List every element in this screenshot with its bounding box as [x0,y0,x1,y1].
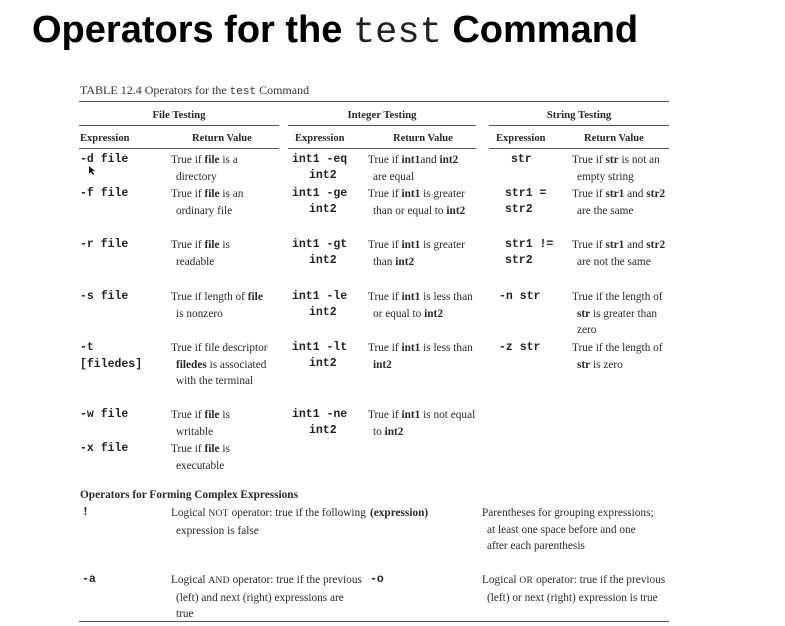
int-expr-line2: int2 [309,203,337,216]
header-rule-string [489,148,669,149]
complex-heading: Operators for Forming Complex Expressions [80,489,298,501]
file-expr: -r file [80,238,129,251]
complex-description: Parentheses for grouping expressions; at least one space before and one after each parenthesis [482,507,654,552]
slide-title [32,4,638,56]
str-return-value: True if str1 and str2 are not the same [572,239,666,268]
str-expr-line1: str1 != [505,238,554,251]
int-return-value: True if int1 is less than or equal to int2 [368,291,473,320]
int-expr-line1: int1 -eq [292,153,348,166]
str-expr: -z str [499,341,541,354]
group-header-file: File Testing [152,109,206,121]
complex-expr: ! [82,506,89,519]
table-caption [80,82,309,101]
int-expr-line1: int1 -ge [292,187,348,200]
int-expr-line1: int1 -le [292,290,348,303]
int-return-value: True if int1 is less than int2 [368,342,473,371]
int-return-value: True if int1 is greater than int2 [368,239,465,268]
file-return-value: True if length of file is nonzero [171,291,263,320]
col-header-int-return: Return Value [393,133,453,144]
complex-expr: (expression) [370,507,429,519]
title-text-start: Operators for the [32,9,343,51]
int-expr-line1: int1 -gt [292,238,348,251]
group-rule-integer [288,125,476,126]
int-expr-line2: int2 [309,306,337,319]
title-code-word: test [352,12,442,54]
col-header-file-return: Return Value [192,133,252,144]
int-expr-line2: int2 [309,424,337,437]
int-return-value: True if int1 is not equal to int2 [368,409,476,438]
caption-text: TABLE 12.4 Operators for the [80,83,227,97]
col-header-file-expression: Expression [80,133,130,144]
complex-expr: -o [370,573,384,586]
file-expr: -s file [80,290,129,303]
file-expr: -d file [80,153,129,166]
file-return-value: True if file is a directory [171,154,238,183]
group-header-string: String Testing [546,109,612,121]
str-expr: str [511,153,532,166]
complex-description: Logical NOT operator: true if the following expression is false [171,507,366,537]
file-return-value: True if file is writable [171,409,230,438]
int-return-value: True if int1and int2 are equal [368,154,459,183]
complex-expr: -a [82,573,96,586]
file-expr: -w file [80,408,129,421]
file-return-value: True if file descriptor filedes is associated with the terminal [171,342,268,387]
int-expr-line2: int2 [309,357,337,370]
header-rule-integer [288,148,476,149]
str-return-value: True if the length of str is zero [572,342,663,371]
caption-text-end: Command [259,83,310,97]
str-return-value: True if the length of str is greater than zero [572,291,663,336]
str-expr-line2: str2 [505,254,533,267]
file-return-value: True if file is readable [171,239,230,268]
int-expr-line2: int2 [309,254,337,267]
group-header-integer: Integer Testing [347,109,417,121]
col-header-str-return: Return Value [584,133,644,144]
file-expr: -f file [80,187,129,200]
int-expr-line2: int2 [309,169,337,182]
file-expr: -t [filedes] [80,341,143,371]
str-expr: -n str [499,290,541,303]
caption-code: test [229,86,257,98]
str-return-value: True if str1 and str2 are the same [572,188,666,217]
file-return-value: True if file is an ordinary file [171,188,244,217]
top-rule [79,101,669,102]
int-return-value: True if int1 is greater than or equal to int2 [368,188,466,217]
str-return-value: True if str is not an empty string [572,154,660,183]
file-expr: -x file [80,442,129,455]
header-rule-file [79,148,279,149]
str-expr-line1: str1 = [505,187,547,200]
mouse-cursor-icon [89,166,95,175]
group-rule-string [489,125,669,126]
title-text-end: Command [452,9,639,51]
str-expr-line2: str2 [505,203,533,216]
col-header-int-expression: Expression [295,133,345,144]
complex-description: Logical AND operator: true if the previous (left) and next (right) expressions are true [171,574,362,620]
int-expr-line1: int1 -lt [292,341,348,354]
col-header-str-expression: Expression [496,133,546,144]
int-expr-line1: int1 -ne [292,408,348,421]
file-return-value: True if file is executable [171,443,230,472]
group-rule-file [79,125,279,126]
bottom-rule [79,621,669,622]
operators-table [79,82,669,622]
complex-description: Logical OR operator: true if the previous (left) or next (right) expression is true [482,574,666,604]
